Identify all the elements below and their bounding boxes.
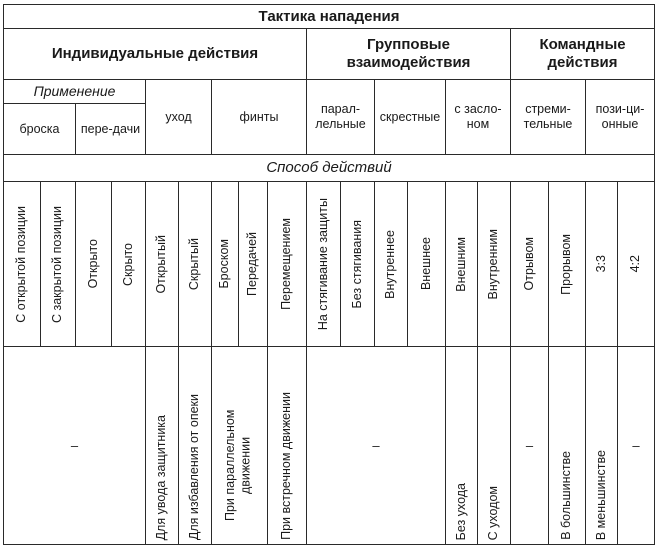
method-label: Перемещением: [279, 218, 294, 310]
condition-label: При параллельном движении: [222, 409, 253, 521]
method-cell: [478, 182, 511, 347]
positional-header: пози-ци-онные: [586, 80, 655, 155]
method-label: На стягивание защиты: [315, 197, 330, 331]
pass-header: пере-дачи: [76, 104, 146, 155]
condition-cell: [586, 347, 618, 545]
method-cell: [212, 182, 239, 347]
method-cell: [375, 182, 408, 347]
method-of-action-header: Способ действий: [4, 155, 655, 182]
group-interactions-header: Групповые взаимодействия: [307, 29, 511, 80]
condition-cell: [268, 347, 307, 545]
exit-header: уход: [146, 80, 212, 155]
individual-actions-header: Индивидуальные действия: [4, 29, 307, 80]
condition-label: Для увода защитника: [154, 414, 169, 540]
method-label: Внутренним: [486, 228, 501, 300]
condition-label: В меньшинстве: [593, 449, 608, 540]
method-cell: [511, 182, 549, 347]
condition-cell: [212, 347, 268, 545]
method-label: Скрыто: [120, 242, 135, 286]
method-label: Внешним: [453, 236, 468, 292]
method-cell: [112, 182, 146, 347]
method-cell: [408, 182, 446, 347]
condition-dash: –: [4, 347, 146, 545]
method-cell: [179, 182, 212, 347]
condition-cell: [478, 347, 511, 545]
method-label: 3:3: [593, 255, 608, 273]
method-cell: [4, 182, 41, 347]
cross-header: скрестные: [375, 80, 446, 155]
team-actions-header: Командные действия: [511, 29, 655, 80]
parallel-header: парал-лельные: [307, 80, 375, 155]
method-cell: [586, 182, 618, 347]
method-label: Передачей: [245, 232, 260, 296]
method-label: Отрывом: [521, 237, 536, 291]
throw-header: броска: [4, 104, 76, 155]
fast-header: стреми-тельные: [511, 80, 586, 155]
method-cell: [146, 182, 179, 347]
condition-dash: –: [618, 347, 655, 545]
method-cell: [618, 182, 655, 347]
method-label: Без стягивания: [349, 219, 364, 309]
method-label: Броском: [217, 239, 232, 289]
method-cell: [76, 182, 112, 347]
method-cell: [239, 182, 268, 347]
method-label: Внешнее: [418, 237, 433, 291]
condition-cell: [549, 347, 586, 545]
method-cell: [341, 182, 375, 347]
method-label: Открыто: [85, 239, 100, 289]
method-label: Открытый: [154, 234, 169, 294]
condition-label: При встречном движении: [279, 392, 294, 540]
method-cell: [446, 182, 478, 347]
condition-label: В большинстве: [559, 451, 574, 540]
method-label: 4:2: [628, 255, 643, 273]
condition-label: С уходом: [486, 485, 501, 540]
condition-dash: –: [511, 347, 549, 545]
method-cell: [307, 182, 341, 347]
table-title: Тактика нападения: [4, 5, 655, 29]
method-cell: [41, 182, 76, 347]
screen-header: с засло-ном: [446, 80, 511, 155]
method-cell: [549, 182, 586, 347]
method-label: С закрытой позиции: [50, 205, 65, 323]
method-label: Скрытый: [187, 237, 202, 291]
condition-dash: –: [307, 347, 446, 545]
condition-label: Без ухода: [453, 482, 468, 540]
method-label: С открытой позиции: [14, 205, 29, 323]
feints-header: финты: [212, 80, 307, 155]
method-label: Прорывом: [559, 233, 574, 295]
method-cell: [268, 182, 307, 347]
method-label: Внутреннее: [383, 229, 398, 299]
condition-cell: [179, 347, 212, 545]
application-header: Применение: [4, 80, 146, 104]
condition-cell: [446, 347, 478, 545]
condition-label: Для избавления от опеки: [187, 393, 202, 540]
condition-cell: [146, 347, 179, 545]
offense-tactics-table: [3, 4, 655, 545]
